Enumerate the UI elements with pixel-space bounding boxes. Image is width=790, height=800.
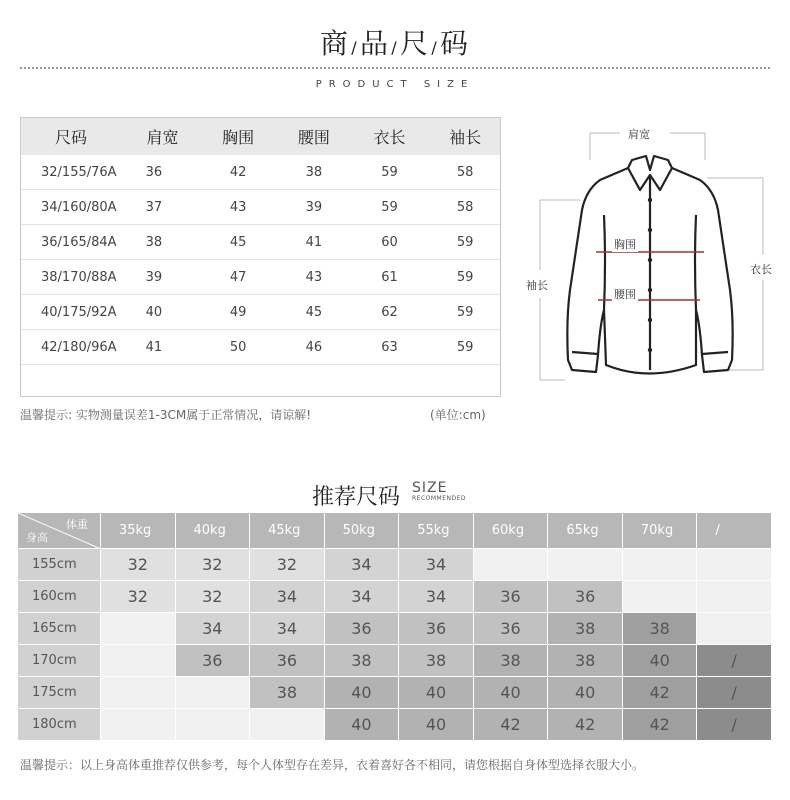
table-cell: 63 [381,339,398,355]
weight-header: 60kg [474,513,549,549]
table-row [21,260,500,295]
table-cell: 38 [145,234,163,250]
size-table-header [21,118,500,155]
header-chest: 胸围 [222,128,255,147]
size-cell: 38 [548,613,623,645]
header-sleeve: 袖长 [449,128,482,147]
header-shoulder: 肩宽 [146,128,179,147]
size-cell: 32 [250,549,325,581]
size-cell: 40 [325,677,400,709]
measurement-tip: 温馨提示: 实物测量误差1-3CM属于正常情况，请谅解! [20,408,312,422]
size-cell: 34 [325,581,400,613]
size-cell: 36 [176,645,251,677]
height-cell: 180cm [18,709,101,741]
title-separator: / [391,38,399,57]
table-cell: 58 [456,164,474,180]
header-length: 衣长 [373,128,406,147]
shirt-drawing [520,120,785,395]
table-cell: 41 [305,234,323,250]
size-cell: 40 [399,709,474,741]
size-cell [101,677,176,709]
size-cell: 38 [474,645,549,677]
corner-height: 身高 [26,531,48,544]
height-cell: 175cm [18,677,101,709]
size-cell [697,613,772,645]
weight-header: / [697,513,772,549]
table-cell: 43 [229,199,247,215]
unit-label: (单位:cm) [430,408,486,422]
weight-header: 50kg [325,513,400,549]
size-cell [548,549,623,581]
size-cell: 32 [101,581,176,613]
table-cell: 59 [456,269,474,285]
title-char: 品 [359,27,390,60]
size-cell: 36 [474,581,549,613]
size-cell: 36 [474,613,549,645]
size-cell: 32 [176,581,251,613]
size-cell: 36 [325,613,400,645]
table-cell: 40 [145,304,163,320]
chest-label: 胸围 [614,238,636,251]
table-cell: 32/155/76A [41,164,117,180]
size-cell [697,549,772,581]
weight-header: 40kg [176,513,251,549]
header-waist: 腰围 [297,128,330,147]
table-cell: 46 [305,339,323,355]
table-cell: 49 [229,304,247,320]
table-cell: 47 [229,269,247,285]
table-cell: 36 [145,164,163,180]
recommend-title-en-big: SIZE [412,480,448,496]
size-cell: 32 [176,549,251,581]
size-cell: 38 [325,645,400,677]
size-cell [697,581,772,613]
table-cell: 36/165/84A [41,234,117,250]
size-cell [623,581,698,613]
table-cell: 62 [381,304,398,320]
table-cell: 59 [456,339,474,355]
table-cell: 59 [456,234,474,250]
table-cell: 59 [381,199,398,215]
table-cell: 45 [229,234,247,250]
size-cell [101,645,176,677]
corner-cell [18,513,101,549]
table-cell: 39 [305,199,323,215]
size-cell: 34 [399,549,474,581]
size-cell: / [697,677,772,709]
size-cell [101,709,176,741]
table-row [21,155,500,190]
size-cell: 34 [250,613,325,645]
table-cell: 40/175/92A [41,304,117,320]
sleeve-label: 袖长 [526,279,548,292]
title-char: 商 [319,27,350,60]
size-cell: 40 [548,677,623,709]
table-cell: 34/160/80A [41,199,117,215]
table-row [21,330,500,365]
table-cell: 37 [145,199,163,215]
size-cell: 42 [623,709,698,741]
header-size: 尺码 [55,128,88,147]
size-cell: 36 [548,581,623,613]
waist-label: 腰围 [614,288,636,301]
recommend-title-en-small: RECOMMENDED [412,495,467,502]
size-cell [474,549,549,581]
table-cell: 50 [229,339,247,355]
size-cell: 40 [623,645,698,677]
size-cell: 42 [548,709,623,741]
height-cell: 165cm [18,613,101,645]
size-cell: 38 [399,645,474,677]
size-cell: 38 [250,677,325,709]
recommend-tip: 温馨提示：以上身高体重推荐仅供参考，每个人体型存在差异，衣着喜好各不相同，请您根据自身体型选择衣服大小。 [20,758,645,772]
weight-header: 45kg [250,513,325,549]
size-cell: 40 [474,677,549,709]
size-cell: 36 [250,645,325,677]
size-cell: 34 [176,613,251,645]
table-row [18,613,772,645]
recommend-title-en [412,481,466,503]
title-separator: / [351,38,359,57]
table-row [21,295,500,330]
dotted-divider [20,67,770,69]
table-cell: 59 [381,164,398,180]
table-cell: 38/170/88A [41,269,117,285]
shirt-diagram [520,120,785,395]
height-cell: 155cm [18,549,101,581]
shoulder-label: 肩宽 [628,128,650,141]
page-subtitle: PRODUCT SIZE [315,79,475,90]
table-cell: 58 [456,199,474,215]
size-table [20,117,501,397]
size-cell [176,677,251,709]
table-cell: 60 [381,234,398,250]
table-cell: 42 [229,164,247,180]
size-cell [623,549,698,581]
size-cell: 40 [325,709,400,741]
table-cell: 41 [145,339,163,355]
page-title [0,22,790,62]
table-cell: 59 [456,304,474,320]
table-cell: 39 [145,269,163,285]
table-row [18,549,772,581]
length-label: 衣长 [750,263,772,276]
table-row [21,225,500,260]
table-cell: 45 [305,304,323,320]
corner-weight: 体重 [65,518,88,531]
table-row [18,581,772,613]
weight-header: 35kg [101,513,176,549]
size-cell [101,613,176,645]
table-row [18,645,772,677]
table-cell: 42/180/96A [41,339,117,355]
size-cell: / [697,709,772,741]
size-cell [176,709,251,741]
size-cell: 40 [399,677,474,709]
height-cell: 160cm [18,581,101,613]
size-cell: 34 [325,549,400,581]
size-cell: 34 [399,581,474,613]
weight-header: 55kg [399,513,474,549]
table-cell: 43 [305,269,323,285]
weight-header: 65kg [548,513,623,549]
size-cell: 38 [548,645,623,677]
weight-header: 70kg [623,513,698,549]
title-char: 码 [440,27,471,60]
size-cell: 32 [101,549,176,581]
title-char: 尺 [400,27,431,60]
size-cell: 34 [250,581,325,613]
size-cell: 36 [399,613,474,645]
size-cell: 42 [623,677,698,709]
table-row [18,677,772,709]
height-cell: 170cm [18,645,101,677]
title-separator: / [431,38,439,57]
size-cell: 38 [623,613,698,645]
table-cell: 38 [305,164,323,180]
size-cell: 42 [474,709,549,741]
table-cell: 61 [381,269,398,285]
recommend-table [18,513,772,741]
recommend-title: 推荐尺码 [312,485,401,510]
size-cell [250,709,325,741]
table-row [21,190,500,225]
size-cell: / [697,645,772,677]
table-row [18,709,772,741]
recommend-table-header [18,513,772,549]
